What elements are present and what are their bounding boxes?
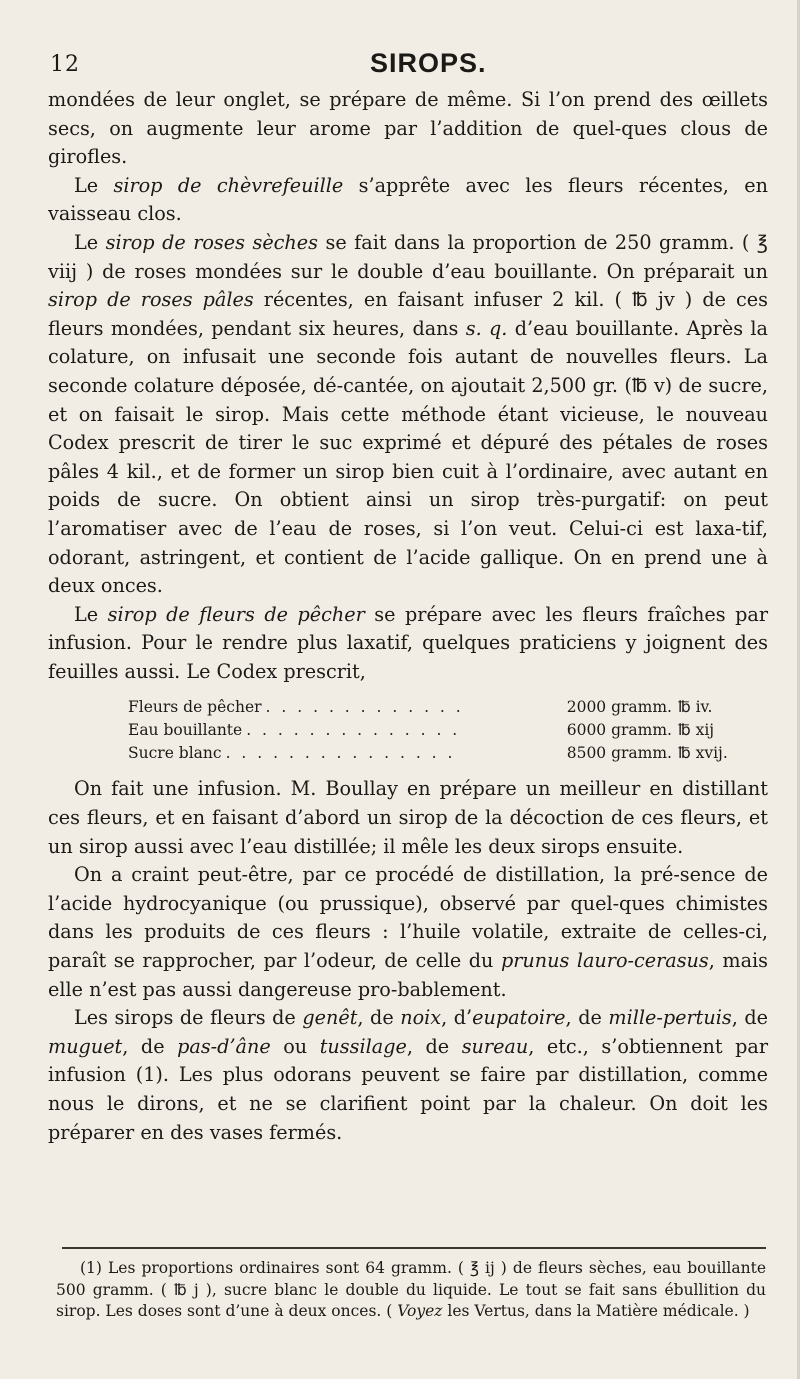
page-number: 12	[50, 52, 80, 77]
leader-dots: . . . . . . . . . . . . .	[265, 698, 464, 717]
recipe-table	[128, 696, 748, 765]
ingredient-old-measure: ℔ iv.	[678, 698, 713, 717]
ingredient-quantity: 6000 gramm.	[566, 721, 672, 740]
running-title: SIROPS.	[370, 48, 487, 78]
leader-dots: . . . . . . . . . . . . . . .	[225, 744, 456, 763]
ingredient-name: Eau bouillante	[128, 721, 243, 740]
ingredient-old-measure: ℔ xij	[678, 721, 715, 740]
footnote-divider	[62, 1247, 766, 1249]
term-mille-pertuis: mille-pertuis	[608, 1006, 732, 1030]
term-sureau: sureau	[461, 1034, 529, 1058]
term-prunus: prunus lauro-cerasus	[500, 949, 709, 973]
term-eupatoire: eupatoire	[472, 1006, 566, 1030]
term-sirop-roses-pales: sirop de roses pâles	[48, 288, 254, 312]
paragraph-continuation: mondées de leur onglet, se prépare de même. Si l’on prend des œillets secs, on augmente leur arome par l’addition de quel-ques clous de girofles.	[48, 88, 768, 169]
footnote	[56, 1258, 766, 1323]
body-text	[48, 86, 768, 1147]
paragraph-acide: On a craint peut-être, par ce procédé de distillation, la pré-sence de l’acide hydrocyanique (ou prussique), observé par quel-ques chimistes dans les produits de ces fleurs : l’huile volatile, extraite de celles-ci, paraît se rapprocher, par l’odeur, de celle du prunus lauro-cerasus, mais elle n’est pas aussi dangereuse pro-bablement.	[48, 863, 768, 1001]
leader-dots: . . . . . . . . . . . . . .	[246, 721, 461, 740]
term-sq: s. q.	[465, 316, 508, 340]
footnote-text: (1) Les proportions ordinaires sont 64 gramm. ( ℥ ij ) de fleurs sèches, eau bouillante 500 gramm. ( ℔ j ), sucre blanc le double du liquide. Le tout se fait sans ébullition du sirop. Les doses sont d’une à deux onces. ( Voyez les Vertus, dans la Matière médicale. )	[56, 1259, 766, 1320]
ingredient-quantity: 8500 gramm.	[566, 744, 672, 763]
ingredient-quantity: 2000 gramm.	[566, 698, 672, 717]
term-voyez: Voyez	[397, 1302, 443, 1320]
term-muguet: muguet	[48, 1034, 123, 1058]
term-tussilage: tussilage	[319, 1034, 407, 1058]
term-sirop-chevrefeuille: sirop de chèvrefeuille	[113, 173, 344, 197]
paragraph-roses: Le sirop de roses sèches se fait dans la proportion de 250 gramm. ( ℥ viij ) de roses mondées sur le double d’eau bouillante. On préparait un sirop de roses pâles récentes, en faisant infuser 2 kil. ( ℔ jv ) de ces fleurs mondées, pendant six heures, dans s. q. d’eau bouillante. Après la colature, on infusait une seconde fois autant de nouvelles fleurs. La seconde colature déposée, dé-cantée, on ajoutait 2,500 gr. (℔ v) de sucre, et on faisait le sirop. Mais cette méthode étant vicieuse, le nouveau Codex prescrit de tirer le suc exprimé et dépuré des pétales de roses pâles 4 kil., et de former un sirop bien cuit à l’ordinaire, avec autant en poids de sucre. On obtient ainsi un sirop très-purgatif: on peut l’aromatiser avec de l’eau de roses, si l’on veut. Celui-ci est laxa-tif, odorant, astringent, et contient de l’acide gallique. On en prend une à deux onces.	[48, 230, 768, 598]
recipe-row	[128, 742, 748, 765]
ingredient-name: Fleurs de pêcher	[128, 698, 262, 717]
term-sirop-roses-seches: sirop de roses sèches	[105, 230, 318, 254]
term-pas-d-ane: pas-d’âne	[177, 1034, 271, 1058]
term-genet: genêt	[302, 1006, 358, 1030]
recipe-row	[128, 719, 748, 742]
ingredient-old-measure: ℔ xvij.	[678, 744, 728, 763]
recipe-row	[128, 696, 748, 719]
paragraph-autres-sirops: Les sirops de fleurs de genêt, de noix, d’eupatoire, de mille-pertuis, de muguet, de pas-d’âne ou tussilage, de sureau, etc., s’obtiennent par infusion (1). Les plus odorans peuvent se faire par distillation, comme nous le dirons, et ne se clarifient point par la chaleur. On doit les préparer en des vases fermés.	[48, 1006, 768, 1144]
paragraph-infusion: On fait une infusion. M. Boullay en prépare un meilleur en distillant ces fleurs, et en faisant d’abord un sirop de la décoction de ces fleurs, et un sirop aussi avec l’eau distillée; il mêle les deux sirops ensuite.	[48, 777, 768, 858]
term-sirop-fleurs-pecher: sirop de fleurs de pêcher	[107, 602, 365, 626]
page-header	[50, 48, 740, 82]
paragraph-pecher: Le sirop de fleurs de pêcher se prépare avec les fleurs fraîches par infusion. Pour le rendre plus laxatif, quelques praticiens y joignent des feuilles aussi. Le Codex prescrit,	[48, 602, 768, 683]
term-noix: noix	[400, 1006, 442, 1030]
paragraph-chevrefeuille: Le sirop de chèvrefeuille s’apprête avec les fleurs récentes, en vaisseau clos.	[48, 173, 768, 226]
ingredient-name: Sucre blanc	[128, 744, 222, 763]
